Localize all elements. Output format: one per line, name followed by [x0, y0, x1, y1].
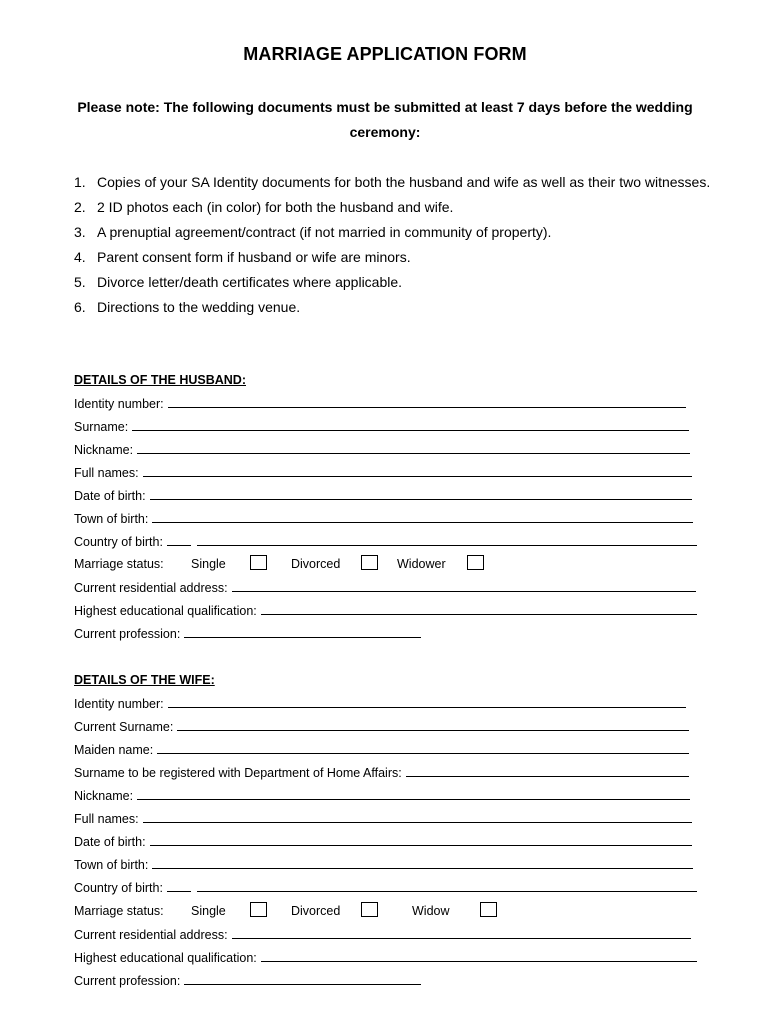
- field-label: Country of birth:: [74, 535, 163, 549]
- husband-dob-field[interactable]: [74, 488, 692, 506]
- husband-identity-field[interactable]: [74, 396, 686, 414]
- field-label: Current profession:: [74, 627, 181, 641]
- list-text: Parent consent form if husband or wife are minors.: [97, 249, 411, 265]
- blank-line[interactable]: [167, 880, 191, 892]
- blank-line[interactable]: [261, 950, 697, 962]
- blank-line[interactable]: [168, 396, 686, 408]
- wife-current-surname-field[interactable]: [74, 719, 689, 737]
- field-label: Identity number:: [74, 697, 164, 711]
- husband-full-names-field[interactable]: [74, 465, 692, 483]
- divorced-checkbox[interactable]: [361, 902, 378, 917]
- field-label: Date of birth:: [74, 489, 146, 503]
- single-checkbox[interactable]: [250, 555, 267, 570]
- status-option-label: Widower: [397, 557, 446, 571]
- blank-line[interactable]: [152, 857, 693, 869]
- field-label: Highest educational qualification:: [74, 951, 257, 965]
- wife-marriage-status: [74, 902, 514, 922]
- blank-line[interactable]: [132, 419, 689, 431]
- wife-nickname-field[interactable]: [74, 788, 690, 806]
- wife-town-field[interactable]: [74, 857, 693, 875]
- field-label: Current profession:: [74, 974, 181, 988]
- page-title: MARRIAGE APPLICATION FORM: [243, 44, 527, 64]
- blank-line[interactable]: [197, 534, 697, 546]
- status-option-label: Widow: [412, 904, 450, 918]
- status-option-label: Divorced: [291, 557, 341, 571]
- blank-line[interactable]: [184, 973, 421, 985]
- blank-line[interactable]: [406, 765, 689, 777]
- field-label: Full names:: [74, 812, 139, 826]
- status-option-label: Divorced: [291, 904, 341, 918]
- blank-line[interactable]: [177, 719, 689, 731]
- blank-line[interactable]: [168, 696, 686, 708]
- husband-profession-field[interactable]: [74, 626, 421, 644]
- blank-line[interactable]: [143, 811, 692, 823]
- field-label: Identity number:: [74, 397, 164, 411]
- field-label: Current residential address:: [74, 928, 228, 942]
- list-text: Divorce letter/death certificates where applicable.: [97, 274, 403, 290]
- wife-dob-field[interactable]: [74, 834, 692, 852]
- wife-profession-field[interactable]: [74, 973, 421, 991]
- field-label: Date of birth:: [74, 835, 146, 849]
- husband-address-field[interactable]: [74, 580, 696, 598]
- list-number: 4.: [74, 249, 86, 265]
- wife-section-heading: DETAILS OF THE WIFE:: [74, 673, 215, 687]
- status-label: Marriage status:: [74, 557, 164, 571]
- documents-list: [74, 170, 714, 320]
- list-item: [74, 220, 714, 245]
- husband-nickname-field[interactable]: [74, 442, 690, 460]
- wife-identity-field[interactable]: [74, 696, 686, 714]
- blank-line[interactable]: [137, 442, 690, 454]
- wife-full-names-field[interactable]: [74, 811, 692, 829]
- wife-address-field[interactable]: [74, 927, 691, 945]
- wife-country-field[interactable]: [74, 880, 697, 898]
- field-label: Nickname:: [74, 443, 134, 457]
- list-item: [74, 245, 714, 270]
- submission-note: Please note: The following documents must be submitted at least 7 days before the wedding ceremony:: [77, 99, 693, 140]
- husband-section-heading: DETAILS OF THE HUSBAND:: [74, 373, 246, 387]
- list-number: 3.: [74, 224, 86, 240]
- blank-line[interactable]: [150, 834, 692, 846]
- husband-qualification-field[interactable]: [74, 603, 697, 621]
- field-label: Surname:: [74, 420, 129, 434]
- blank-line[interactable]: [232, 927, 691, 939]
- status-option-label: Single: [191, 557, 226, 571]
- field-label: Highest educational qualification:: [74, 604, 257, 618]
- field-label: Current residential address:: [74, 581, 228, 595]
- list-number: 5.: [74, 274, 86, 290]
- field-label: Country of birth:: [74, 881, 163, 895]
- status-option-label: Single: [191, 904, 226, 918]
- blank-line[interactable]: [232, 580, 696, 592]
- list-text: A prenuptial agreement/contract (if not married in community of property).: [97, 224, 552, 240]
- field-label: Current Surname:: [74, 720, 174, 734]
- wife-qualification-field[interactable]: [74, 950, 697, 968]
- divorced-checkbox[interactable]: [361, 555, 378, 570]
- list-number: 1.: [74, 174, 86, 190]
- husband-country-field[interactable]: [74, 534, 697, 552]
- widower-checkbox[interactable]: [467, 555, 484, 570]
- blank-line[interactable]: [143, 465, 692, 477]
- list-item: [74, 270, 714, 295]
- blank-line[interactable]: [152, 511, 693, 523]
- blank-line[interactable]: [261, 603, 697, 615]
- field-label: Full names:: [74, 466, 139, 480]
- husband-town-field[interactable]: [74, 511, 693, 529]
- field-label: Town of birth:: [74, 858, 149, 872]
- blank-line[interactable]: [167, 534, 191, 546]
- field-label: Town of birth:: [74, 512, 149, 526]
- list-text: Directions to the wedding venue.: [97, 299, 301, 315]
- list-item: [74, 170, 714, 195]
- list-text: 2 ID photos each (in color) for both the husband and wife.: [97, 199, 454, 215]
- husband-surname-field[interactable]: [74, 419, 689, 437]
- list-item: [74, 195, 714, 220]
- field-label: Maiden name:: [74, 743, 154, 757]
- blank-line[interactable]: [184, 626, 421, 638]
- field-label: Nickname:: [74, 789, 134, 803]
- wife-home-affairs-surname-field[interactable]: [74, 765, 689, 783]
- list-item: [74, 295, 714, 320]
- blank-line[interactable]: [150, 488, 692, 500]
- blank-line[interactable]: [137, 788, 690, 800]
- list-number: 6.: [74, 299, 86, 315]
- blank-line[interactable]: [197, 880, 697, 892]
- wife-maiden-name-field[interactable]: [74, 742, 689, 760]
- husband-marriage-status: [74, 555, 494, 575]
- blank-line[interactable]: [157, 742, 689, 754]
- list-number: 2.: [74, 199, 86, 215]
- list-text: Copies of your SA Identity documents for both the husband and wife as well as their two witnesses.: [97, 174, 711, 190]
- single-checkbox[interactable]: [250, 902, 267, 917]
- widow-checkbox[interactable]: [480, 902, 497, 917]
- field-label: Surname to be registered with Department of Home Affairs:: [74, 766, 402, 780]
- status-label: Marriage status:: [74, 904, 164, 918]
